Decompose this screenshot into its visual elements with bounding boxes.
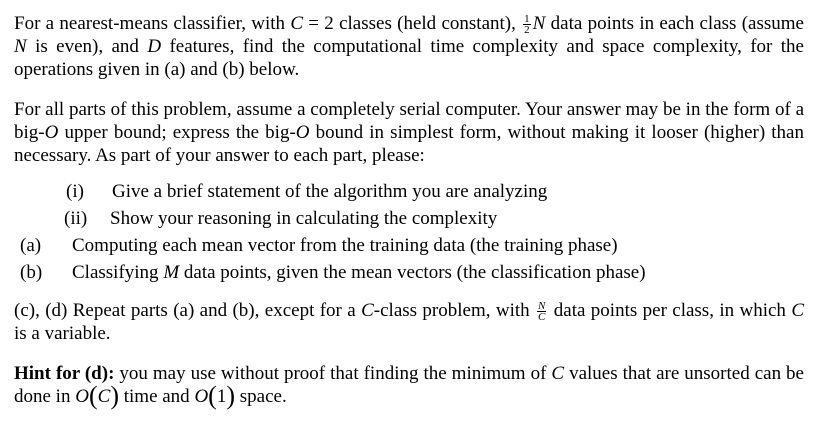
- intro-text: For a nearest-means classifier, with: [14, 13, 286, 34]
- var-C: C: [97, 386, 111, 407]
- var-C: C: [361, 300, 374, 321]
- fraction-N-over-C: $\frac{N}{C}$: [538, 300, 546, 323]
- hint-text: space.: [235, 386, 287, 407]
- var-N: N: [14, 36, 27, 57]
- list-item-a: [20, 234, 618, 257]
- paren-open: (: [208, 381, 217, 410]
- fraction-one-half: $\frac{1}{2}$: [524, 13, 530, 36]
- instructions-text: upper bound; express the big-: [58, 122, 296, 143]
- paren-close: ): [226, 381, 236, 410]
- var-O: O: [44, 122, 59, 143]
- instructions-text: bound in simplest form, without making it looser (higher) than necessary. As part of your answer to each part, please:: [14, 122, 804, 166]
- intro-text: = 2 classes (held constant),: [303, 13, 522, 34]
- hint-text: you may use without proof that finding the minimum of: [114, 363, 552, 384]
- item-label: (i): [66, 181, 84, 202]
- item-text: Show your reasoning in calculating the complexity: [110, 208, 498, 229]
- hint-label: Hint for (d):: [14, 363, 115, 384]
- intro-paragraph: [14, 12, 804, 81]
- var-O: O: [194, 386, 209, 407]
- instructions-text: For all parts of this problem, assume a completely serial computer. Your answer may be in the form of a big-: [14, 99, 804, 143]
- item-label: (a): [20, 235, 42, 256]
- list-item-ii: [64, 207, 497, 230]
- var-O: O: [75, 386, 89, 407]
- intro-text: is even), and: [26, 36, 148, 57]
- parts-cd-text: is a variable.: [14, 323, 111, 344]
- list-item-i: [66, 180, 547, 203]
- list-item-b: [20, 261, 646, 284]
- parts-cd-text: data points per class, in which: [548, 300, 792, 321]
- item-label: (ii): [64, 208, 88, 229]
- var-M: M: [163, 262, 180, 283]
- var-N: N: [532, 13, 546, 34]
- parts-cd-text: -class problem, with: [373, 300, 536, 321]
- var-D: D: [147, 36, 162, 57]
- parts-cd-paragraph: [14, 299, 804, 345]
- item-text: Give a brief statement of the algorithm you are analyzing: [112, 181, 548, 202]
- item-text: data points, given the mean vectors (the classification phase): [179, 262, 646, 283]
- hint-text: values that are unsorted can be done in: [14, 363, 804, 407]
- item-label: (b): [20, 262, 43, 283]
- paren-close: ): [110, 381, 119, 410]
- constant-one: 1: [216, 386, 227, 407]
- paren-open: (: [88, 381, 98, 410]
- var-C: C: [551, 363, 565, 384]
- parts-cd-text: (c), (d) Repeat parts (a) and (b), except for a: [14, 300, 362, 321]
- var-O: O: [295, 122, 310, 143]
- intro-text: data points in each class (assume: [545, 13, 804, 34]
- var-C: C: [791, 300, 804, 321]
- intro-text: features, find the computational time complexity and space complexity, for the operations given in (a) and (b) below.: [14, 36, 804, 80]
- hint-text: time and: [118, 386, 195, 407]
- item-text: Classifying: [72, 262, 164, 283]
- var-C: C: [290, 13, 303, 34]
- instructions-paragraph: [14, 98, 804, 167]
- hint-paragraph: [14, 362, 804, 408]
- item-text: Computing each mean vector from the training data (the training phase): [72, 235, 618, 256]
